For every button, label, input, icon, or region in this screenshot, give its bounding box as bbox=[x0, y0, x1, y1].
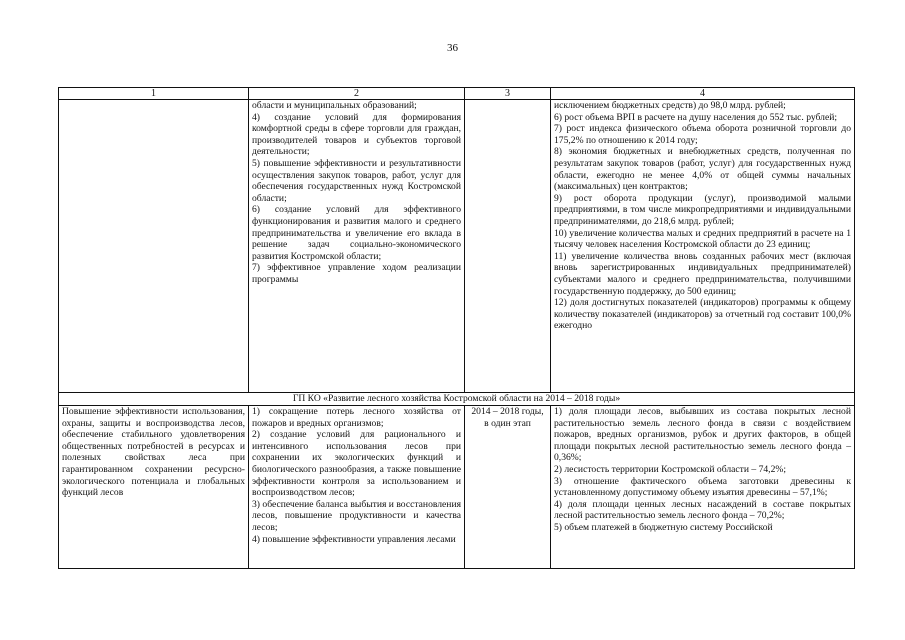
task-item: 2) создание условий для рационального и интенсивного использования лесов при сохранении их экологических функций и биологического разнообразия, а также повышение эффективности контроля за использованием и воспроизводством лесов; bbox=[252, 429, 461, 499]
goal-cell bbox=[59, 406, 249, 569]
program-table bbox=[58, 87, 855, 569]
column-header-1: 1 bbox=[59, 88, 249, 100]
page-number: 36 bbox=[447, 42, 458, 54]
tasks-cell bbox=[249, 100, 465, 393]
result-item: 12) доля достигнутых показателей (индикаторов) программы к общему количеству показателей (индикаторов) за отчетный год составит 100,0% ежегодно bbox=[554, 297, 851, 332]
column-header-3: 3 bbox=[465, 88, 551, 100]
result-item: 11) увеличение количества вновь созданных рабочих мест (включая вновь зарегистрированных индивидуальных предпринимателей) субъектами малого и среднего предпринимательства, получившими государственную поддержку, до 500 единиц; bbox=[554, 250, 851, 297]
result-item: 3) отношение фактического объема заготовки древесины к установленному допустимому объему изъятия древесины – 57,1%; bbox=[554, 475, 851, 499]
tasks-cell bbox=[249, 406, 465, 569]
goal-text: Повышение эффективности использования, охраны, защиты и воспроизводства лесов, обеспечение стабильного удовлетворения общественных потребностей в ресурсах и полезных свойствах леса при гарантированном сохранении ресурсно-экологического потенциала и глобальных функций лесов bbox=[62, 406, 245, 499]
task-item: 6) создание условий для эффективного функционирования и развития малого и среднего предпринимательства и увеличение его вклада в решение задач социально-экономического развития Костромской области; bbox=[252, 204, 461, 262]
result-item: 2) лесистость территории Костромской области – 74,2%; bbox=[554, 463, 787, 475]
result-item: 9) рост оборота продукции (услуг), производимой малыми предприятиями, в том числе микропредприятиями и индивидуальными предпринимателями, до 218,6 млрд. рублей; bbox=[554, 192, 851, 227]
results-cell bbox=[551, 100, 855, 393]
stage-cell bbox=[465, 100, 551, 393]
result-item: 1) доля площади лесов, выбывших из состава покрытых лесной растительностью земель лесного фонда в связи с воздействием пожаров, вредных организмов, рубок и других факторов, в общей площади покрытых лесной растительностью земель лесного фонда – 0,36%; bbox=[554, 406, 851, 464]
result-item: исключением бюджетных средств) до 98,0 млрд. рублей; bbox=[554, 100, 786, 111]
goal-cell bbox=[59, 100, 249, 393]
result-item: 8) экономия бюджетных и внебюджетных средств, полученная по результатам закупок товаров (работ, услуг) для государственных нужд области, ежегодно не менее 4,0% от общей суммы начальных (максимальных) цен контрактов; bbox=[554, 146, 851, 193]
section-title-row bbox=[59, 393, 855, 406]
result-item: 5) объем платежей в бюджетную систему Российской bbox=[554, 521, 773, 533]
result-item: 6) рост объема ВРП в расчете на душу населения до 552 тыс. рублей; bbox=[554, 111, 838, 123]
result-item: 4) доля площади ценных лесных насаждений в составе покрытых лесной растительностью земель лесного фонда – 70,2%; bbox=[554, 498, 851, 522]
task-item: области и муниципальных образований; bbox=[252, 100, 417, 111]
result-item: 7) рост индекса физического объема оборота розничной торговли до 175,2% по отношению к 2014 году; bbox=[554, 123, 851, 146]
result-item: 10) увеличение количества малых и средних предприятий в расчете на 1 тысячу человек населения Костромской области до 23 единиц; bbox=[554, 227, 851, 251]
task-item: 3) обеспечение баланса выбытия и восстановления лесов, повышение продуктивности и качества лесов; bbox=[252, 498, 461, 533]
task-item: 4) повышение эффективности управления лесами bbox=[252, 533, 456, 545]
table-row-continuation bbox=[59, 100, 855, 393]
stage-cell: 2014 – 2018 годы, в один этап bbox=[465, 406, 551, 569]
column-header-2: 2 bbox=[249, 88, 465, 100]
task-item: 5) повышение эффективности и результативности осуществления закупок товаров, работ, услуг для обеспечения государственных нужд Костромской области; bbox=[252, 157, 461, 204]
column-header-row bbox=[59, 88, 855, 100]
task-item: 1) сокращение потерь лесного хозяйства от пожаров и вредных организмов; bbox=[252, 406, 461, 429]
table-row-forest bbox=[59, 406, 855, 569]
task-item: 4) создание условий для формирования комфортной среды в сфере торговли для граждан, производителей товаров и субъектов торговой деятельности; bbox=[252, 111, 461, 158]
task-item: 7) эффективное управление ходом реализации программы bbox=[252, 262, 461, 285]
column-header-4: 4 bbox=[551, 88, 855, 100]
section-title: ГП КО «Развитие лесного хозяйства Костромской области на 2014 – 2018 годы» bbox=[59, 393, 855, 406]
results-cell bbox=[551, 406, 855, 569]
